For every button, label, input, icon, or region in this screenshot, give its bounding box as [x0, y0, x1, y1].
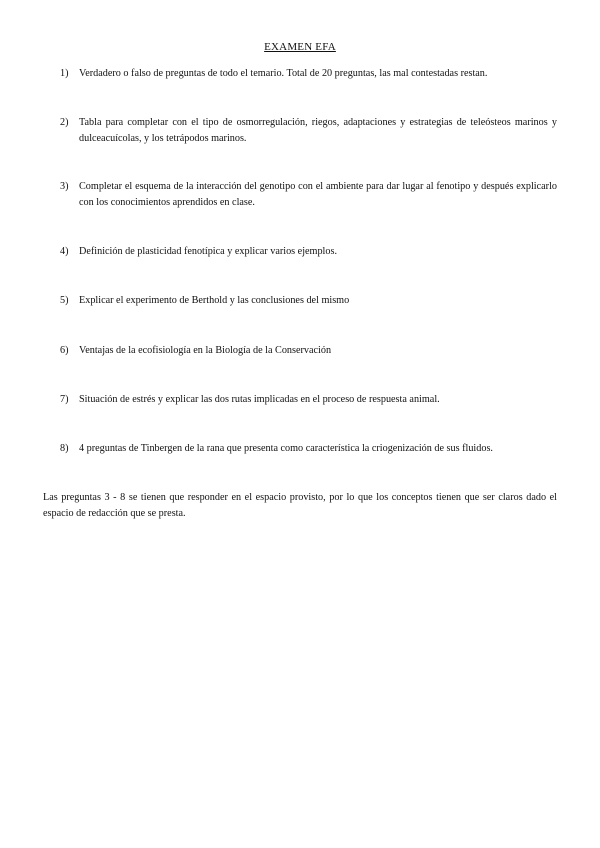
question-item-1 — [60, 66, 557, 82]
question-text: Definición de plasticidad fenotípica y explicar varios ejemplos. — [79, 246, 337, 257]
question-item-8 — [60, 441, 557, 457]
question-text: Completar el esquema de la interacción del genotipo con el ambiente para dar lugar al fenotipo y después explicarlo con los conocimientos aprendidos en clase. — [79, 181, 557, 208]
question-text: Situación de estrés y explicar las dos rutas implicadas en el proceso de respuesta animal. — [79, 394, 440, 405]
question-number: 8) — [60, 443, 69, 454]
question-text: Explicar el experimento de Berthold y las conclusiones del mismo — [79, 295, 350, 306]
question-item-2 — [60, 115, 557, 147]
question-number: 3) — [60, 181, 69, 192]
question-item-5 — [60, 293, 557, 309]
page-title: EXAMEN EFA — [264, 41, 336, 53]
question-item-3 — [60, 179, 557, 211]
question-item-6 — [60, 343, 557, 359]
question-text: Ventajas de la ecofisiología en la Biología de la Conservación — [79, 345, 332, 356]
question-number: 7) — [60, 394, 69, 405]
question-number: 4) — [60, 246, 69, 257]
exam-note: Las preguntas 3 - 8 se tienen que responder en el espacio provisto, por lo que los conceptos tienen que ser claros dado el espacio de redacción que se presta. — [43, 492, 557, 519]
question-text: 4 preguntas de Tinbergen de la rana que presenta como característica la criogenización de sus fluidos. — [79, 443, 493, 454]
question-text: Tabla para completar con el tipo de osmorregulación, riegos, adaptaciones y estrategias de teleósteos marinos y dulceacuícolas, y los tetrápodos marinos. — [79, 117, 557, 144]
question-number: 6) — [60, 345, 69, 356]
question-number: 1) — [60, 68, 69, 79]
question-item-4 — [60, 244, 557, 260]
question-number: 5) — [60, 295, 69, 306]
question-item-7 — [60, 392, 557, 408]
question-text: Verdadero o falso de preguntas de todo el temario. Total de 20 preguntas, las mal contestadas restan. — [79, 68, 488, 79]
question-number: 2) — [60, 117, 69, 128]
